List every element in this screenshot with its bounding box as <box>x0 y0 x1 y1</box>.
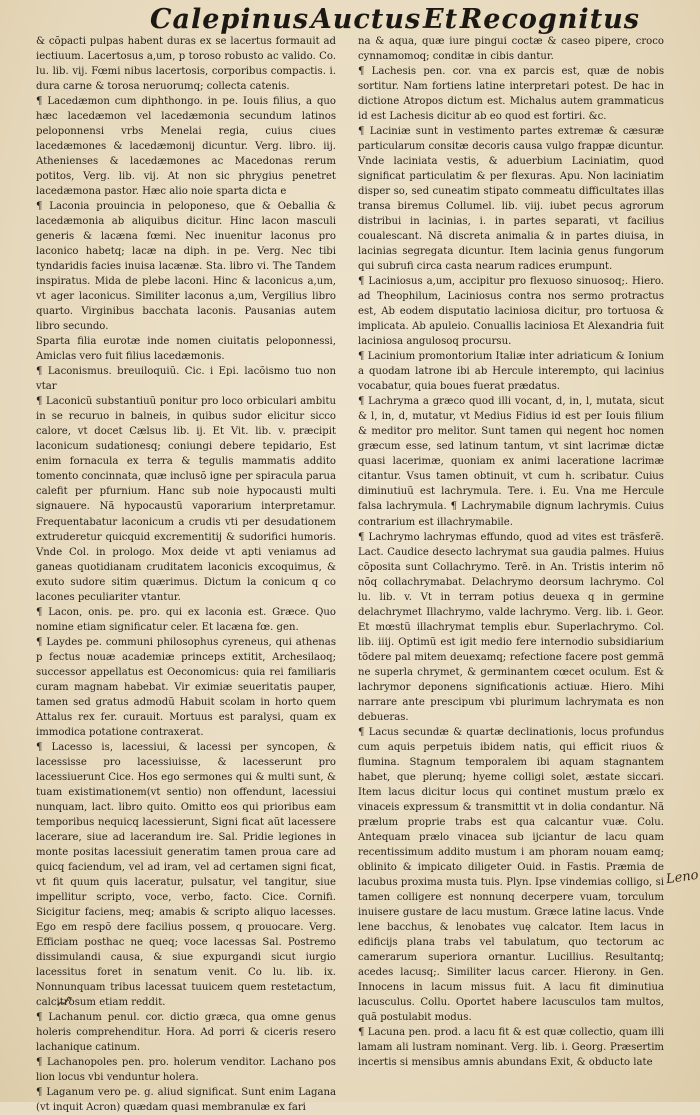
left-column <box>36 34 336 1114</box>
dictionary-entry: ¶ Laydes pe. communi philosophus cyreneus, qui athenas p fectus nouæ academiæ princeps extitit, Archesilaoq; successor appellatus est Oeconomicus: quia rei familiaris curam magnam habebat. Vir eximiæ seueritatis pauper, tamen sed gratus admodũ Habuit scolam in horto quem Attalus rex fer. curauit. Mortuus est paralysi, quam ex immodica potatione contraxerat. <box>36 636 336 738</box>
dictionary-entry: ¶ Lachanopoles pen. pro. holerum venditor. Lachano pos lion locus vbi venduntur holera. <box>36 1057 336 1084</box>
dictionary-entry: na & aqua, quæ iure pingui coctæ & caseo pipere, croco cynnamomoq; conditæ in cibis dantur. <box>358 36 664 63</box>
right-column <box>358 34 664 1069</box>
dictionary-entry: ¶ Lacuna pen. prod. a lacu fit & est quæ collectio, quam illi lamam ali lustram nominant. Verg. lib. i. Georg. Præsertim incertis si mensibus amnis abundans Exit, & obducto late <box>358 1027 664 1069</box>
header-word: Calepinus <box>150 3 310 35</box>
dictionary-entry: ¶ Lachrymo lachrymas effundo, quod ad vites est trãsferẽ. Lact. Caudice desecto lachrymat sua gaudia palmes. Huius cõposita sunt Collachrymo. Terẽ. in An. Tristis interim nõ nõq collachrymabat. Delachrymo deorsum lachrymo. Col lu. lib. v. Vt in terram potius deuexa q in germine delachrymet Illachrymo, valde lachrymo. Verg. lib. i. Geor. Et mœstũ illachrymat templis ebur. Superlachrymo. Col. lib. iiij. Optimũ est igit medio fere internodio subsidiarium tõdere pal mitem deuexamq; refectione facere post gemmã ne superla chrymet, & germinantem cœcet oculum. Est & lachrymor deponens significationis actiuæ. Hiero. Mihi narrare ante prescipum vbi plurimum lachrymata es non debueras. <box>358 531 664 723</box>
dictionary-entry: ¶ Lacinium promontorium Italiæ inter adriaticum & Ionium a quodam latrone ibi ab Hercule interempto, qui lacinius vocabatur, quia boues fuerat prædatus. <box>358 351 664 393</box>
dictionary-entry: ¶ Laciniosus a,um, accipitur pro flexuoso sinuosoq;. Hiero. ad Theophilum, Laciniosus contra nos sermo protractus est, Ab eodem disputatio laciniosa dicitur, pro tortuosa & implicata. Ab apuleio. Conuallis laciniosa Et Alexandria fuit laciniosa angulosoq procursu. <box>358 276 664 348</box>
dictionary-entry: Sparta filia eurotæ inde nomen ciuitatis peloponnessi, Amiclas vero fuit filius lacedæmonis. <box>36 336 336 363</box>
header-word: Et <box>422 3 459 35</box>
dictionary-entry: ¶ Lacon, onis. pe. pro. qui ex laconia est. Græce. Quo nomine etiam significatur celer. Et lacæna fœ. gen. <box>36 606 336 633</box>
header-word: Recognitus <box>459 3 640 35</box>
handwritten-margin-note: Leno <box>665 867 700 888</box>
running-header <box>150 2 640 36</box>
dictionary-entry: ¶ Lacedæmon cum diphthongo. in pe. Iouis filius, a quo hæc lacedæmon vel lacedæmonia secundum latinos peloponnensi vrbs Menelai regia, cuius ciues lacedæmones & lacedæmonij dicuntur. Verg. libro. iij. Athenienses & lacedæmones ac Macedonas rerum potitos, Verg. lib. vij. At non sic phrygius penetret lacedæmona pastor. Hæc alio noie sparta dicta e <box>36 96 336 198</box>
dictionary-entry: ¶ Lacus secundæ & quartæ declinationis, locus profundus cum aquis perpetuis ibidem natis, qui efficit riuos & flumina. Stagnum temporalem ibi aquam stagnantem habet, que plerunq; hyeme colligi solet, æstate siccari. Item lacus dicitur locus qui continet mustum prælo ex vinaceis expressum & transmittit vt in dolia condantur. Nã prælum proprie trabs est qua calcantur vuæ. Colu. Antequam prælo vinacea sub ijciantur de lacu quam recentissimum addito mustum i am phoram nouam eamq; oblinito & impicato diligeter Ouid. in Fastis. Præmia de lacubus proxima musta tuis. Plyn. Ipse vindemias colligo, si tamen colligere est nonnunq decerpere vuam, torculum inuisere gustare de lacu mustum. Græce latine lacus. Vnde lene bacchus, & lenobates vuę calcator. Item lacus in edificijs plana trabs vel tabulatum, quo tectorum ac camerarum superiora ornantur. Lucillius. Resultantq; acedes lacusq;. Similiter lacus carcer. Hierony. in Gen. Innocens in lacum missus fuit. A lacu fit diminutiua lacusculus. Collu. Oportet habere lacusculos tam multos, quã postulabit modus. <box>358 726 664 1024</box>
dictionary-entry: ¶ Laconia prouincia in peloponeso, que & Oeballia & lacedæmonia ab aliquibus dicitur. Hinc lacon masculi generis & lacæna fœmi. Nec inuenitur laconus pro laconico habetq; lacæ na diph. in pe. Verg. Nec tibi tyndaridis facies inuisa lacænæ. Sta. libro vi. The Tandem inspiratus. Mida de plebe laconi. Hinc & laconicus a,um, vt ager laconicus. Similiter laconus a,um, Vergilius libro quarto. Virginibus bacchata laconis. Pausanias autem libro secundo. <box>36 201 336 333</box>
dictionary-entry: ¶ Laciniæ sunt in vestimento partes extremæ & cæsuræ particularum consitæ decoris causa vulgo frappæ dicuntur. Vnde laciniata vestis, & aduerbium Laciniatim, quod significat particulatim & per flexuras. Apu. Non laciniatim disper so, sed cuneatim stipato commeatu difficultates illas transa biremus Collumel. lib. viij. iubet pecus agrorum distribui in lacinias, i. in partes separati, vt facilius coualescant. Nã discreta animalia & in partes diuisa, in lacinias segregata dicuntur. Item lacinia genus fungorum qui subrufi circa casta nearum radices erumpunt. <box>358 126 664 273</box>
header-word: Auctus <box>310 3 422 35</box>
dictionary-entry: ¶ Laconismus. breuiloquiũ. Cic. i Epi. lacõismo tuo non vtar <box>36 366 336 393</box>
dictionary-entry: ¶ Lachanum penul. cor. dictio græca, qua omne genus holeris comprehenditur. Hora. Ad porri & ciceris resero lachanique catinum. <box>36 1012 336 1054</box>
dictionary-entry: ¶ Lachryma a græco quod illi vocant, d, in, l, mutata, sicut & l, in, d, mutatur, vt Medius Fidius id est per Iouis filium & meditor pro melitor. Sunt tamen qui negent hoc nomen græcum esse, sed latinum tantum, vt sint lacrimæ dictæ quasi lacerimæ, quoniam ex animi laceratione lacrimæ citantur. Vsus tamen obtinuit, vt cum h. scribatur. Cuius diminutiuũ est lachrymula. Tere. i. Eu. Vna me Hercule falsa lachrymula. ¶ Lachrymabile dignum lachrymis. Cuius contrarium est illachrymabile. <box>358 396 664 528</box>
ink-scribble-icon <box>56 994 72 1010</box>
dictionary-entry: ¶ Lachesis pen. cor. vna ex parcis est, quæ de nobis sortitur. Nam fortiens latine interpretari potest. De hac in dictione Atropos dictum est. Michalus autem grammaticus id est Lachesis dicitur ab eo quod est fortiri. &c. <box>358 66 664 123</box>
dictionary-entry: ¶ Lacesso is, lacessiui, & lacessi per syncopen, & lacessisse pro lacessiuisse, & lacesserunt pro lacessiuerunt Cice. Hos ego sermones qui & multi sunt, & tuam existimationem(vt sentio) non offendunt, lacessiui nunquam, lact. libro quito. Omitto eos qui prioribus eam temporibus nequicq lacessierunt, Signi ficat aũt lacessere lacerare, siue ad lacerandum ire. Sal. Pridie legiones in monte positas lacessiuit generatim tamen proua care ad quicq faciendum, vel ad iram, vel ad certamen signi ficat, vt fit quum quis laceratur, pulsatur, vel tangitur, siue impellitur scripto, voce, verbo, facto. Cice. Cornifi. Sicigitur faciens, meq; amabis & scripto aliquo lacesses. Ego em respõ dere facilius possem, q prouocare. Verg. Efficiam posthac ne queq; voce lacessas Sal. Postremo dissimulandi causa, & siue expurgandi sicut iurgio lacessitus foret in senatum venit. Co lu. lib. ix. Nonnunquam tribus lacessat tuuicem quem restetactum, calcitrosum etiam reddit. <box>36 741 336 1008</box>
dictionary-entry: ¶ Laganum vero pe. g. aliud significat. Sunt enim Lagana (vt inquit Acron) quædam quasi membranulæ ex fari <box>36 1087 336 1114</box>
dictionary-entry: ¶ Laconicũ substantiuũ ponitur pro loco orbiculari ambitu in se recuruo in balneis, in quibus sudor elicitur sicco calore, vt docet Cælsus lib. ij. Et Vit. lib. v. præcipit laconicum sudationesq; coniungi debere tepidario, Est enim fornacula ex terra & tegulis mammatis addito tomento concinnata, quæ inclusõ igne per spiracula parua calefit per pfurnium. Hanc sub noie hypocausti multi signauere. Nã hypocaustũ vaporarium interpretamur. Frequentabatur laconicum a crudis vti per desudationem extruderetur quicquid excrementitij & sudorifici humoris. Vnde Col. in prologo. Mox deide vt apti veniamus ad ganeas quotidianam cruditatem laconicis excoquimus, & exuto sudore sitim quærimus. Dictum la conicum q co lacones peculiariter vtantur. <box>36 396 336 603</box>
dictionary-entry: & cõpacti pulpas habent duras ex se lacertus formauit ad iectiuum. Lacertosus a,um, p toroso robusto ac valido. Co. lu. lib. vij. Fœmi nibus lacertosis, corporibus compactis. i. dura carne & torosa neruorumq; collecta catenis. <box>36 36 336 93</box>
